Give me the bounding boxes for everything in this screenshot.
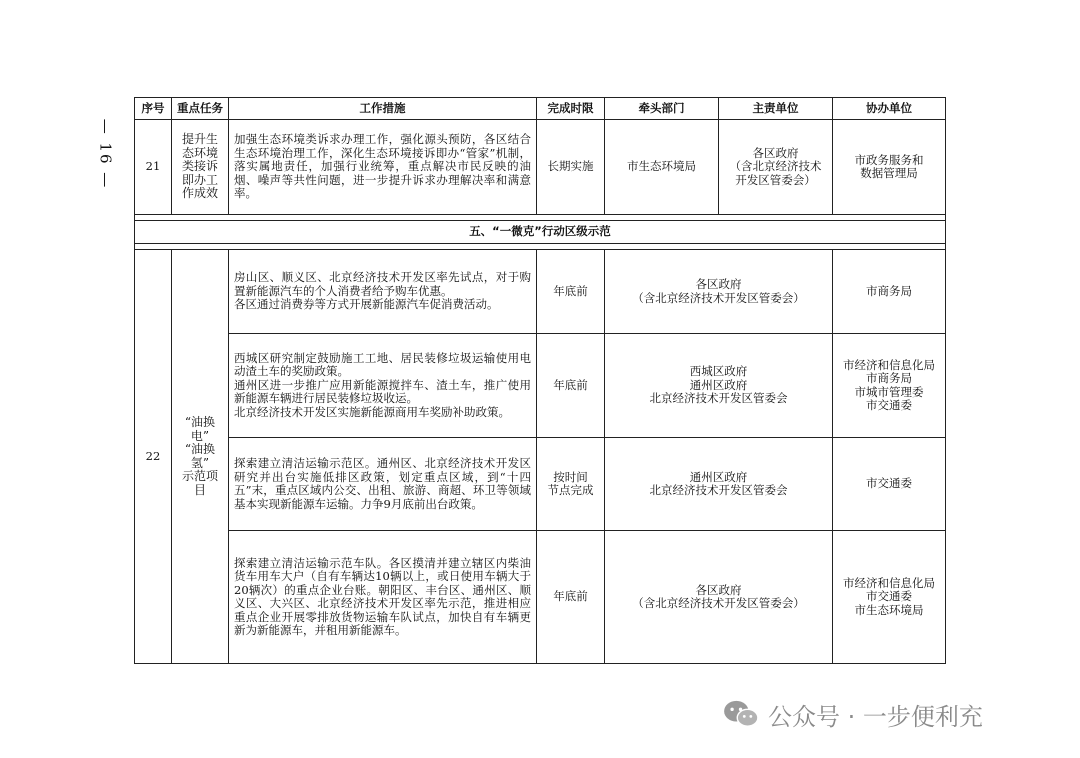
row-measures: 探索建立清洁运输示范车队。各区摸清并建立辖区内柴油货车用车大户（自有车辆达10辆以上，或日使用车辆大于20辆次）的重点企业台账。朝阳区、丰台区、通州区、顺义区、大兴区、北京经济技术开发区率先示范，推进相应重点企业开展零排放货物运输车队试点，加快自有车辆更新为新能源车，并租用新能源车。	[229, 531, 537, 664]
header-measures: 工作措施	[229, 98, 537, 120]
table-row	[135, 120, 946, 215]
wechat-icon	[722, 699, 760, 729]
header-index: 序号	[135, 98, 172, 120]
row-lead: 市生态环境局	[605, 120, 719, 215]
row-responsible: 西城区政府 通州区政府 北京经济技术开发区管委会	[605, 334, 833, 438]
row-assist: 市政务服务和 数据管理局	[833, 120, 946, 215]
row-responsible: 各区政府 （含北京经济技术开发区管委会）	[605, 250, 833, 334]
row-assist: 市经济和信息化局 市交通委 市生态环境局	[833, 531, 946, 664]
table-row	[135, 438, 946, 531]
table-row	[135, 250, 946, 334]
row-deadline: 长期实施	[537, 120, 605, 215]
row-assist: 市经济和信息化局 市商务局 市城市管理委 市交通委	[833, 334, 946, 438]
table-header-row	[135, 98, 946, 120]
row-responsible: 各区政府 （含北京经济技术开发区管委会）	[605, 531, 833, 664]
row-task: “油换电” “油换氢” 示范项目	[172, 250, 229, 664]
row-responsible: 各区政府 （含北京经济技术开发区管委会）	[719, 120, 833, 215]
header-lead: 牵头部门	[605, 98, 719, 120]
header-deadline: 完成时限	[537, 98, 605, 120]
watermark	[722, 695, 983, 733]
row-assist: 市商务局	[833, 250, 946, 334]
row-task: 提升生态环境类接诉即办工作成效	[172, 120, 229, 215]
row-measures: 加强生态环境类诉求办理工作，强化源头预防，各区结合生态环境治理工作，深化生态环境接诉即办“管家”机制，落实属地责任，加强行业统筹，重点解决市民反映的油烟、噪声等共性问题，进一步提升诉求办理解决率和满意率。	[229, 120, 537, 215]
header-assist: 协办单位	[833, 98, 946, 120]
row-responsible: 通州区政府 北京经济技术开发区管委会	[605, 438, 833, 531]
row-measures: 探索建立清洁运输示范区。通州区、北京经济技术开发区研究并出台实施低排区政策，划定重点区域，到“十四五”末，重点区域内公交、出租、旅游、商超、环卫等领域基本实现新能源车运输。力争9月底前出台政策。	[229, 438, 537, 531]
row-index: 21	[135, 120, 172, 215]
row-index: 22	[135, 250, 172, 664]
section-title: 五、“一微克”行动区级示范	[135, 221, 946, 244]
header-responsible: 主责单位	[719, 98, 833, 120]
section-row	[135, 221, 946, 244]
watermark-text: 公众号 · 一步便利充	[768, 702, 983, 731]
table-row	[135, 334, 946, 438]
row-measures: 房山区、顺义区、北京经济技术开发区率先试点，对于购置新能源汽车的个人消费者给予购车优惠。 各区通过消费券等方式开展新能源汽车促消费活动。	[229, 250, 537, 334]
measures-table	[134, 97, 946, 664]
row-deadline: 年底前	[537, 334, 605, 438]
row-assist: 市交通委	[833, 438, 946, 531]
row-deadline: 年底前	[537, 250, 605, 334]
page-number: — 16 —	[96, 118, 114, 190]
table-row	[135, 531, 946, 664]
header-task: 重点任务	[172, 98, 229, 120]
row-deadline: 按时间 节点完成	[537, 438, 605, 531]
row-deadline: 年底前	[537, 531, 605, 664]
row-measures: 西城区研究制定鼓励施工工地、居民装修垃圾运输使用电动渣土车的奖励政策。 通州区进一步推广应用新能源搅拌车、渣土车，推广使用新能源车辆进行居民装修垃圾收运。 北京经济技术开发区实施新能源商用车奖励补助政策。	[229, 334, 537, 438]
